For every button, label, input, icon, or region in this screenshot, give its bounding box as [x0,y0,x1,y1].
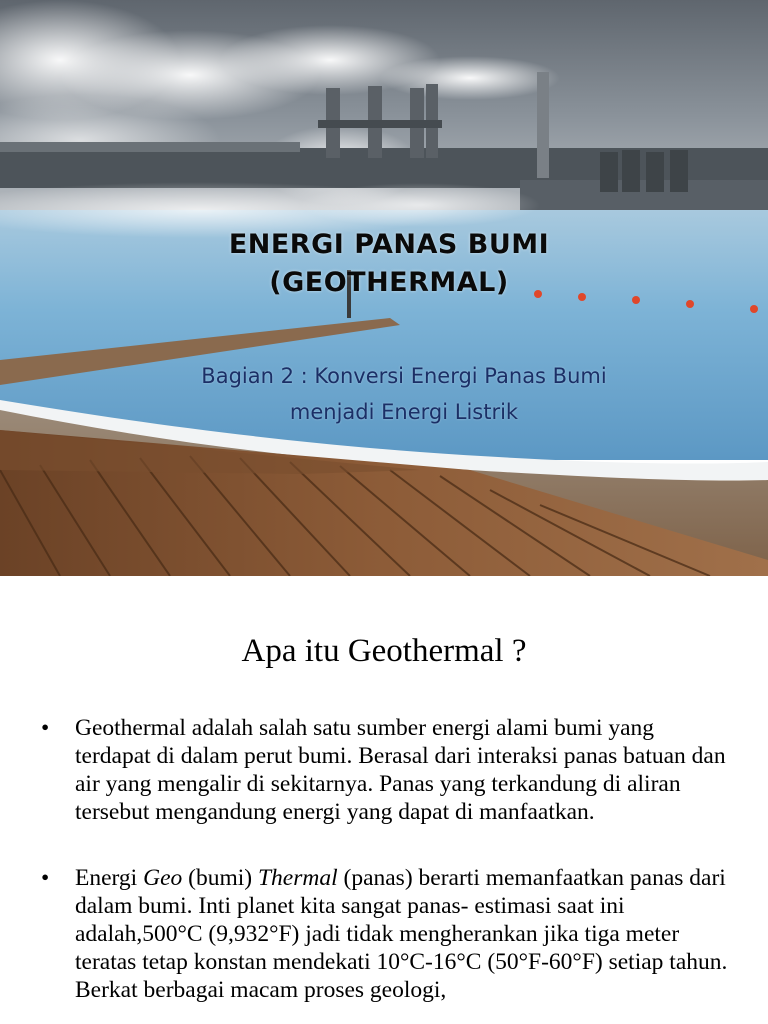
slide-subtitle [0,358,768,430]
slide-title [0,226,768,302]
bullet-text: Geothermal adalah salah satu sumber energi alami bumi yang terdapat di dalam perut bumi. Berasal dari interaksi panas batuan dan air yang mengalir di sekitarnya. Panas yang terkandung di aliran tersebut mengandung energi yang dapat di manfaatkan. [75,715,726,825]
list-item [0,714,768,826]
slide-title-line1: ENERGI PANAS BUMI [228,229,550,260]
bullet-text-part1: Energi [75,865,144,891]
slide-subtitle-line1: Bagian 2 : Konversi Energi Panas Bumi [201,364,607,388]
bullet-text-thermal: Thermal [257,865,338,891]
content-slide [0,576,768,1024]
bullet-text-part3: (panas) berarti memanfaatkan panas dari dalam bumi. Inti planet kita sangat panas- estimasi saat ini adalah,500°C (9,932°F) jadi tidak mengherankan jika tiga meter teratas tetap konstan mendekati 10°C-16°C (50°F-60°F) setiap tahun. Berkat berbagai macam proses geologi, [75,865,728,1003]
bullet-icon: • [41,715,50,741]
bullet-text-geo: Geo [143,865,183,891]
slide-subtitle-line2: menjadi Energi Listrik [289,400,519,424]
bullet-text-part2: (bumi) [182,865,258,891]
list-item [0,864,768,1004]
content-heading: Apa itu Geothermal ? [241,633,527,669]
bullet-list [0,714,768,1004]
bullet-icon: • [41,865,50,891]
slide-title-line2: (GEOTHERMAL) [269,267,509,298]
